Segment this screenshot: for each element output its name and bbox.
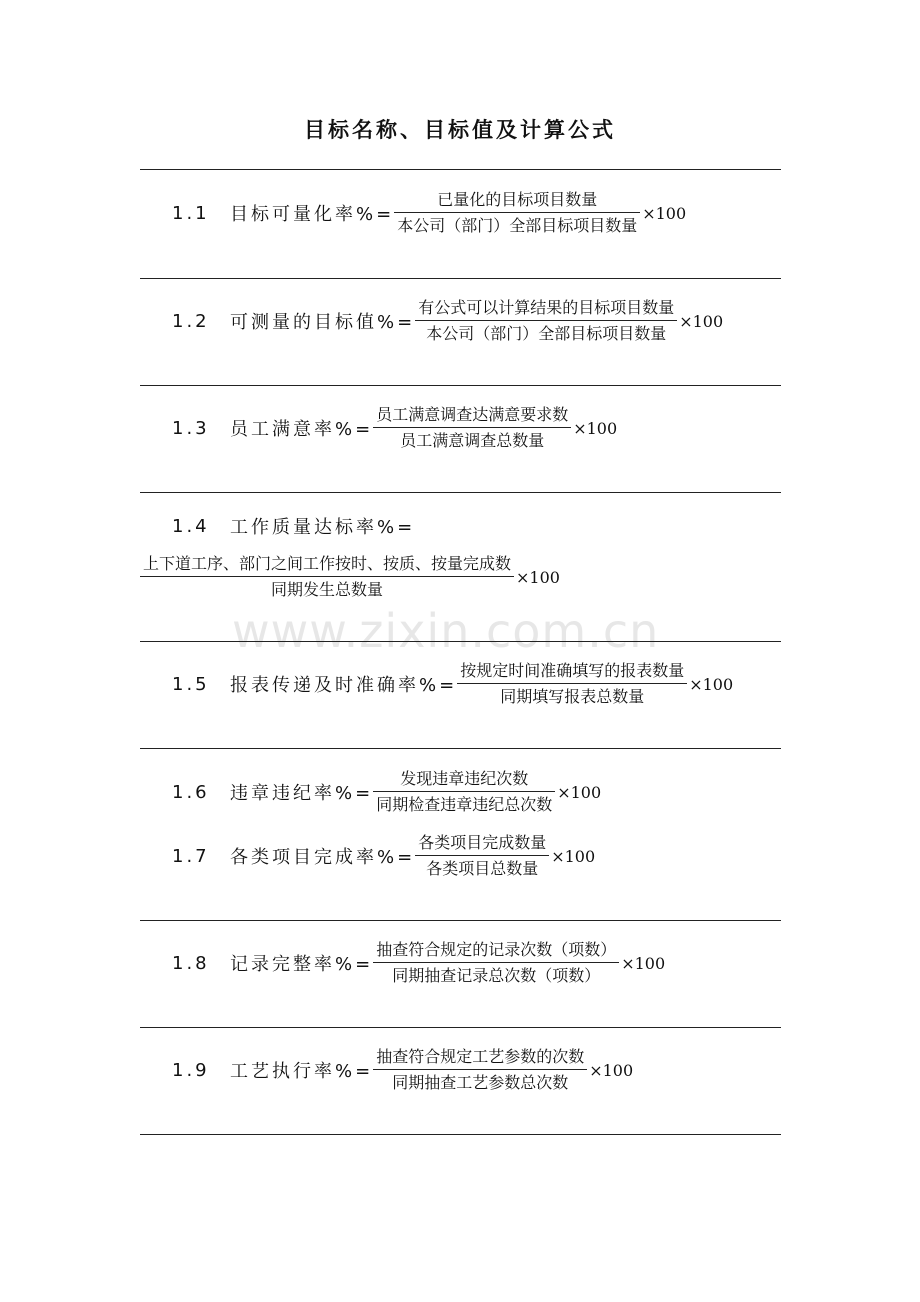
multiplier: ×100 [642,203,687,223]
multiplier: ×100 [689,674,734,694]
formula-row [172,769,601,815]
formula-row [172,1047,633,1093]
denominator: 员工满意调查总数量 [400,431,545,450]
divider [140,1027,781,1028]
multiplier: ×100 [551,846,596,866]
item-number: 1.4 [172,515,210,537]
fraction [373,769,555,815]
denominator: 各类项目总数量 [426,859,539,878]
item-name: 违章违纪率%= [230,783,374,804]
denominator: 同期填写报表总数量 [500,687,645,706]
item-name: 记录完整率%= [230,954,374,975]
multiplier: ×100 [557,782,602,802]
divider [140,385,781,386]
item-name: 目标可量化率%= [230,204,395,225]
item-name: 报表传递及时准确率%= [230,675,458,696]
fraction [415,298,677,344]
formula-row [140,554,560,600]
item-number: 1.2 [172,310,210,332]
numerator: 按规定时间准确填写的报表数量 [460,661,685,680]
item-number: 1.3 [172,417,210,439]
numerator: 各类项目完成数量 [418,833,547,852]
formula-heading [172,513,415,539]
fraction [394,190,640,236]
fraction [415,833,549,879]
formula-row [172,298,723,344]
item-number: 1.7 [172,845,210,867]
page-title: 目标名称、目标值及计算公式 [304,118,616,142]
denominator: 同期抽查工艺参数总次数 [392,1073,569,1092]
numerator: 上下道工序、部门之间工作按时、按质、按量完成数 [143,554,512,573]
divider [140,169,781,170]
numerator: 员工满意调查达满意要求数 [376,405,569,424]
item-name: 各类项目完成率%= [230,847,416,868]
numerator: 发现违章违纪次数 [400,769,529,788]
multiplier: ×100 [516,567,560,587]
denominator: 本公司（部门）全部目标项目数量 [426,324,667,343]
numerator: 已量化的目标项目数量 [437,190,598,209]
divider [140,641,781,642]
item-number: 1.5 [172,673,210,695]
formula-row [172,190,686,236]
item-name: 可测量的目标值%= [230,312,416,333]
formula-row [172,405,617,451]
multiplier: ×100 [573,418,618,438]
multiplier: ×100 [589,1060,634,1080]
watermark: www.zixin.com.cn [232,604,660,658]
denominator: 同期发生总数量 [271,580,384,599]
numerator: 有公式可以计算结果的目标项目数量 [418,298,675,317]
formula-row [172,833,595,879]
divider [140,920,781,921]
fraction [373,405,571,451]
divider [140,492,781,493]
item-number: 1.9 [172,1059,210,1081]
item-name: 工作质量达标率%= [230,517,416,538]
item-number: 1.6 [172,781,210,803]
fraction [457,661,687,707]
divider [140,748,781,749]
formula-row [172,661,733,707]
denominator: 同期检查违章违纪总次数 [376,795,553,814]
numerator: 抽查符合规定的记录次数（项数） [376,940,617,959]
multiplier: ×100 [679,311,724,331]
denominator: 同期抽查记录总次数（项数） [392,966,601,985]
fraction [373,1047,587,1093]
divider [140,278,781,279]
item-name: 工艺执行率%= [230,1061,374,1082]
fraction [373,940,619,986]
item-name: 员工满意率%= [230,419,374,440]
divider [140,1134,781,1135]
formula-row [172,940,665,986]
item-number: 1.8 [172,952,210,974]
denominator: 本公司（部门）全部目标项目数量 [397,216,638,235]
item-number: 1.1 [172,202,210,224]
multiplier: ×100 [621,953,666,973]
numerator: 抽查符合规定工艺参数的次数 [376,1047,585,1066]
fraction [140,554,514,600]
